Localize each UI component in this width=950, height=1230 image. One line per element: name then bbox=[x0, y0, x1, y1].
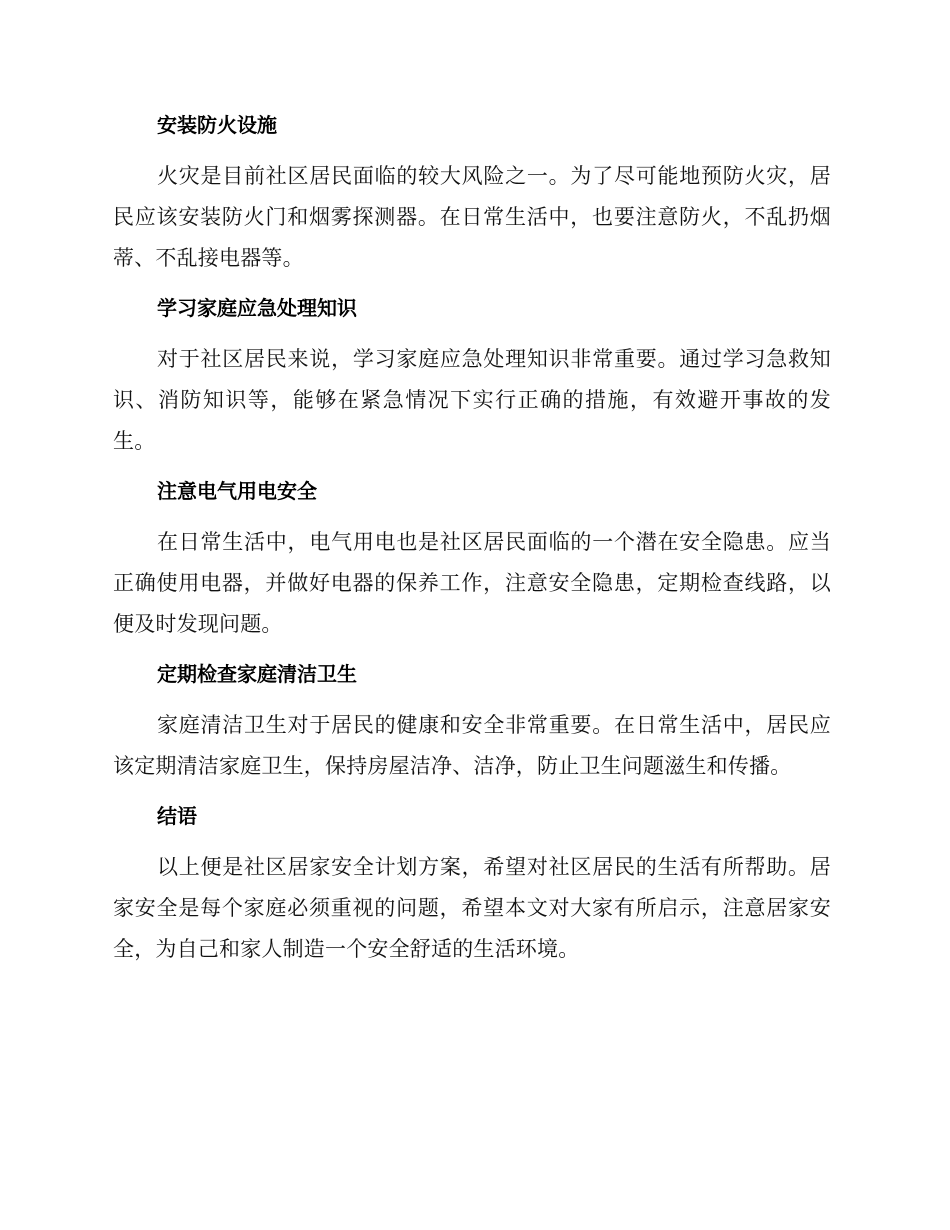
section-heading-electrical-safety: 注意电气用电安全 bbox=[157, 479, 317, 503]
section-body-emergency-knowledge: 对于社区居民来说，学习家庭应急处理知识非常重要。通过学习急救知识、消防知识等，能够在紧急情况下实行正确的措施，有效避开事故的发生。 bbox=[113, 347, 831, 453]
section-heading-fire-safety: 安装防火设施 bbox=[157, 113, 277, 137]
section-heading-emergency-knowledge: 学习家庭应急处理知识 bbox=[157, 296, 357, 320]
section-body-fire-safety: 火灾是目前社区居民面临的较大风险之一。为了尽可能地预防火灾，居民应该安装防火门和烟雾探测器。在日常生活中，也要注意防火，不乱扔烟蒂、不乱接电器等。 bbox=[113, 164, 831, 270]
section-body-electrical-safety: 在日常生活中，电气用电也是社区居民面临的一个潜在安全隐患。应当正确使用电器，并做好电器的保养工作，注意安全隐患，定期检查线路，以便及时发现问题。 bbox=[113, 530, 831, 636]
section-body-home-hygiene: 家庭清洁卫生对于居民的健康和安全非常重要。在日常生活中，居民应该定期清洁家庭卫生，保持房屋洁净、洁净，防止卫生问题滋生和传播。 bbox=[113, 713, 831, 778]
document-page bbox=[113, 108, 831, 982]
section-heading-conclusion: 结语 bbox=[157, 804, 197, 828]
section-body-conclusion: 以上便是社区居家安全计划方案，希望对社区居民的生活有所帮助。居家安全是每个家庭必须重视的问题，希望本文对大家有所启示，注意居家安全，为自己和家人制造一个安全舒适的生活环境。 bbox=[113, 855, 831, 961]
section-heading-home-hygiene: 定期检查家庭清洁卫生 bbox=[157, 662, 357, 686]
